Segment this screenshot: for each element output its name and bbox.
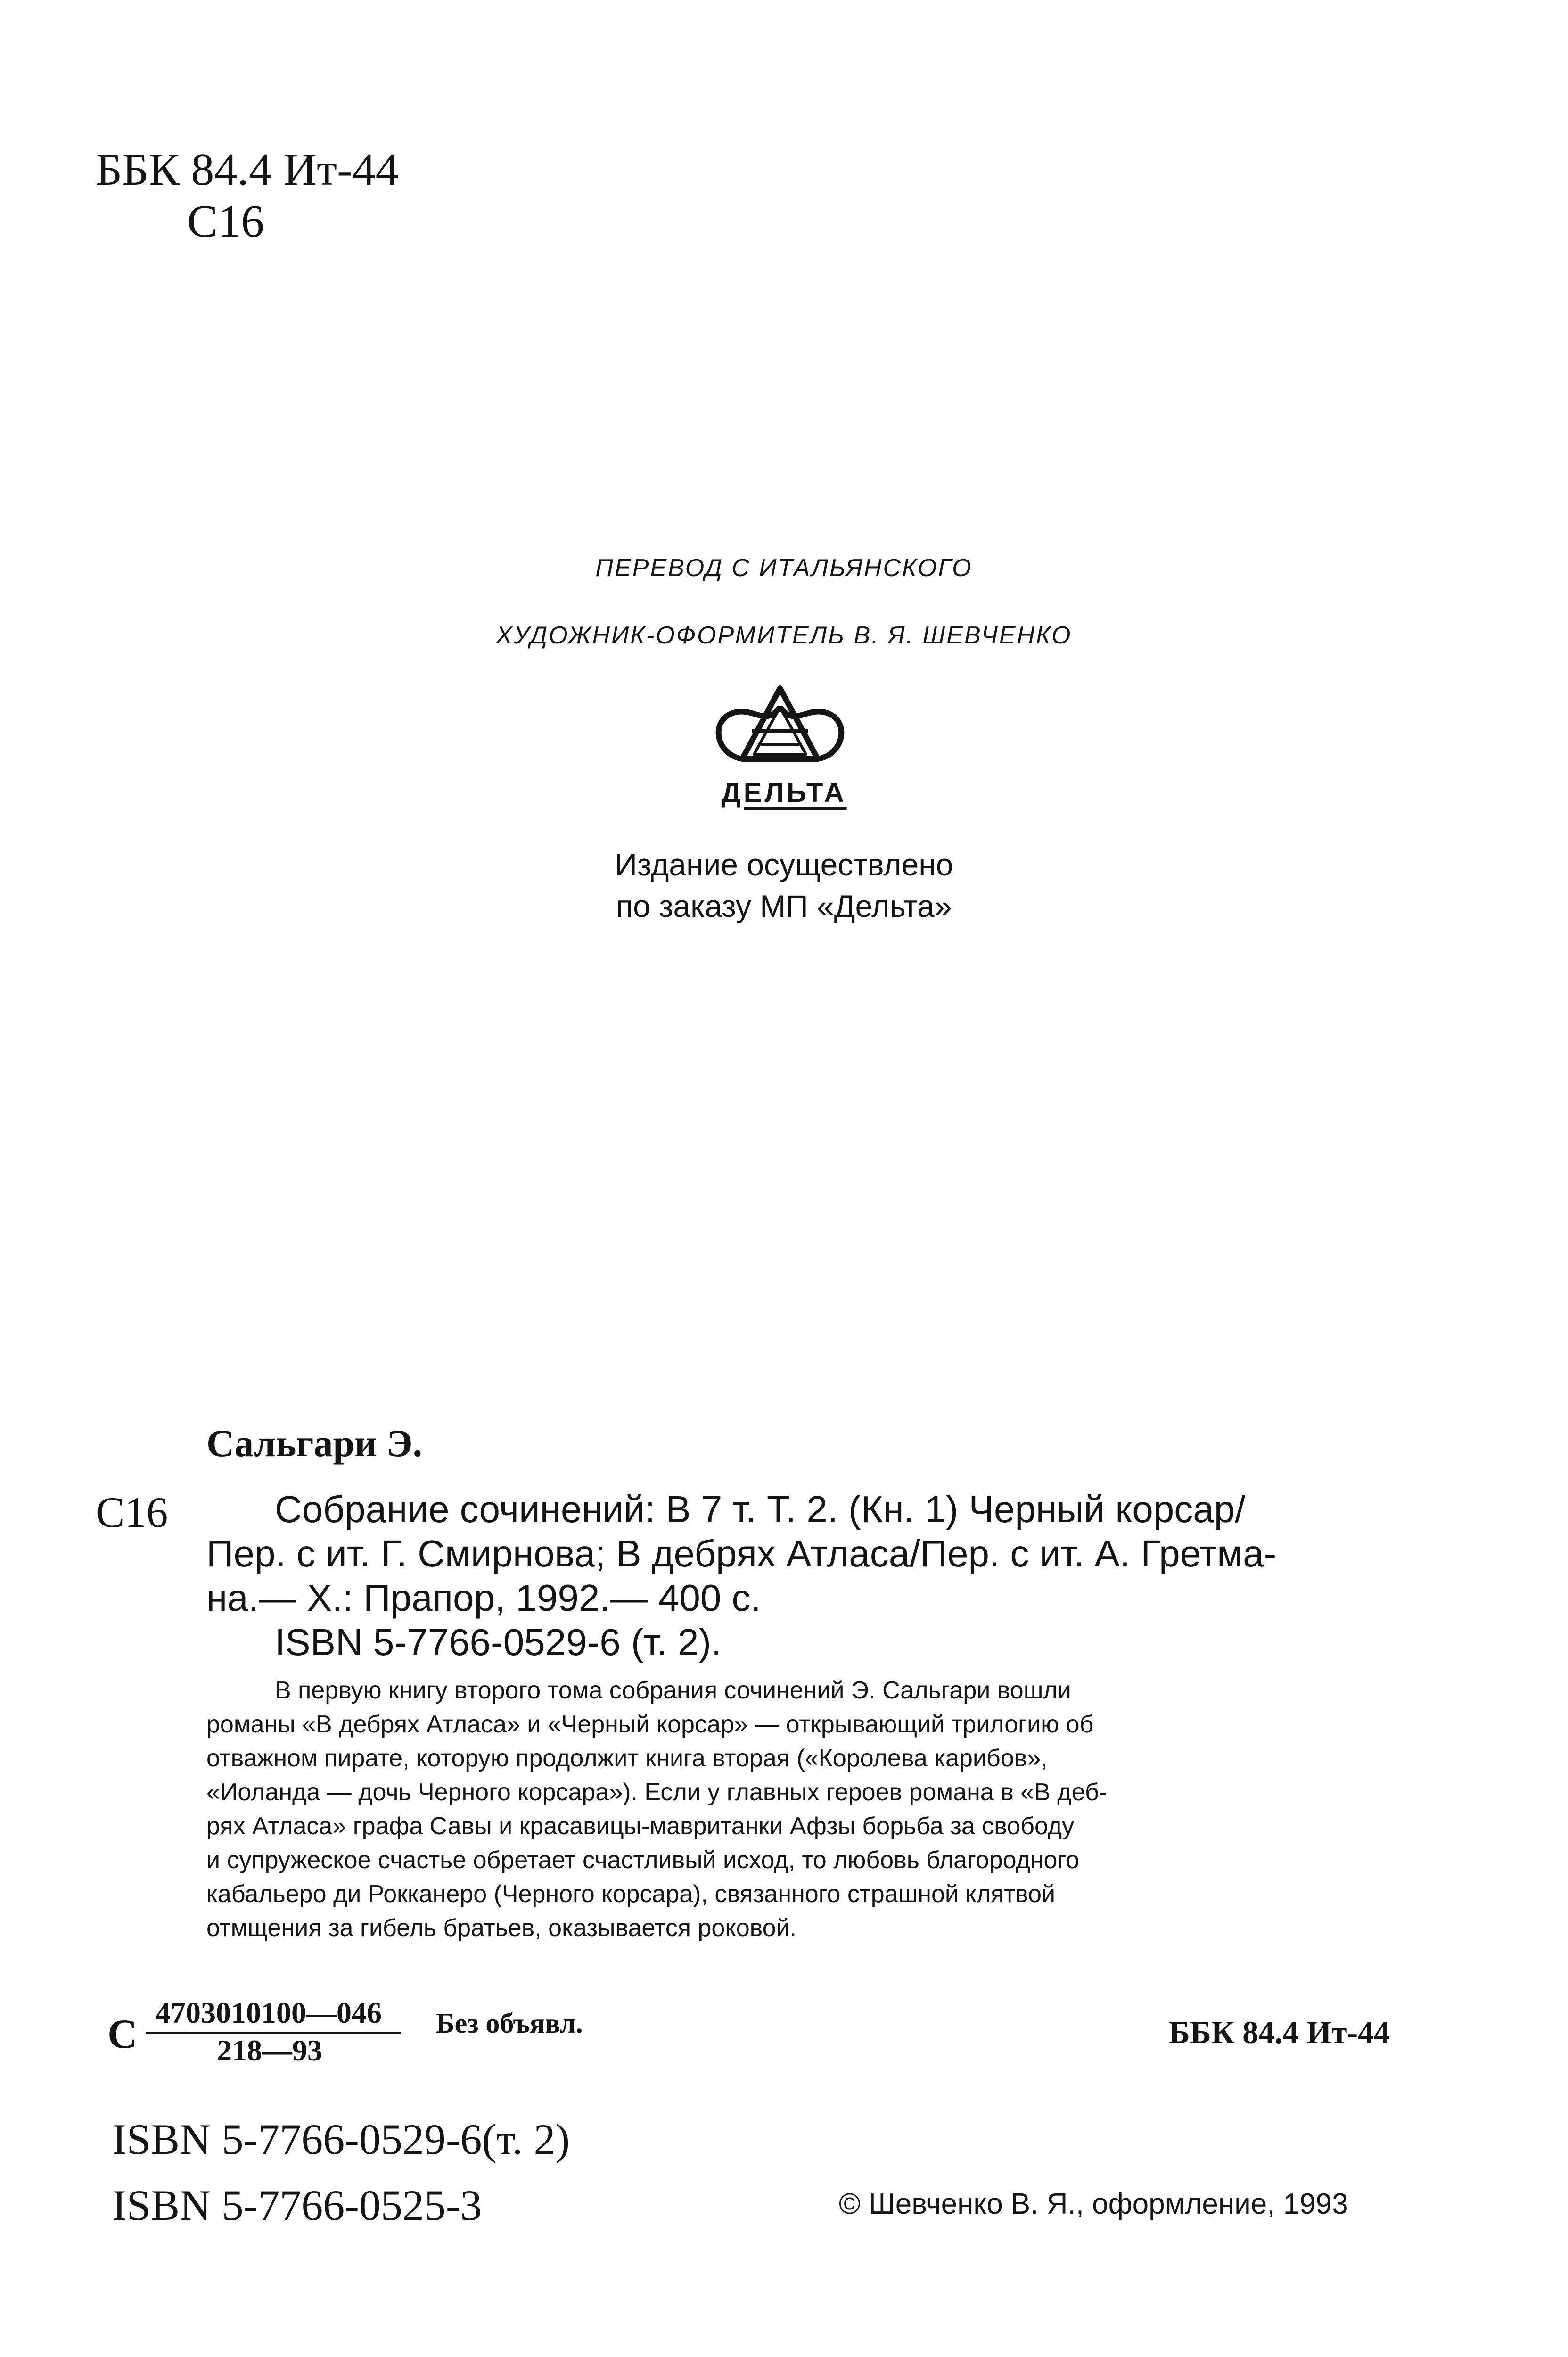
imprint-letter: С	[107, 2011, 138, 2057]
annotation-line: отмщения за гибель братьев, оказывается роковой.	[206, 1914, 797, 1942]
annotation-line: «Иоланда — дочь Черного корсара»). Если у главных героев романа в «В деб-	[206, 1779, 1108, 1806]
isbn-volume: ISBN 5-7766-0529-6(т. 2)	[112, 2115, 570, 2163]
bbk-code-top: ББК 84.4 Ит-44	[96, 144, 399, 195]
bib-line: Пер. с ит. Г. Смирнова; В дебрях Атласа/Пер. с ит. А. Гретма-	[206, 1533, 1277, 1574]
annotation-line: и супружеское счастье обретает счастливый исход, то любовь благородного	[206, 1846, 1080, 1874]
bib-line: на.— Х.: Прапор, 1992.— 400 с.	[206, 1577, 761, 1619]
imprint-fraction	[146, 1994, 401, 2067]
bib-line: Собрание сочинений: В 7 т. Т. 2. (Кн. 1) Черный корсар/	[275, 1488, 1246, 1530]
annotation	[206, 1673, 1432, 1945]
publisher-note	[0, 844, 1568, 927]
isbn-set: ISBN 5-7766-0525-3	[112, 2181, 482, 2229]
copyright-notice: © Шевченко В. Я., оформление, 1993	[839, 2188, 1348, 2220]
translation-credit: ПЕРЕВОД С ИТАЛЬЯНСКОГО	[595, 554, 973, 582]
annotation-line: кабальеро ди Рокканеро (Черного корсара), связанного страшной клятвой	[206, 1880, 1056, 1908]
artist-credit: ХУДОЖНИК-ОФОРМИТЕЛЬ В. Я. ШЕВЧЕНКО	[496, 622, 1072, 649]
annotation-line: отважном пирате, которую продолжит книга вторая («Королева карибов»,	[206, 1745, 1048, 1772]
publisher-note-line: Издание осуществлено	[615, 847, 953, 882]
publisher-note-line: по заказу МП «Дельта»	[616, 889, 952, 923]
imprint-note: Без объявл.	[436, 2008, 583, 2039]
annotation-line: романы «В дебрях Атласа» и «Черный корсар» — открывающий трилогию об	[206, 1711, 1094, 1738]
bibliographic-record	[206, 1487, 1432, 1665]
author-mark: С16	[96, 1488, 168, 1536]
imprint-denominator: 218—93	[217, 2034, 322, 2067]
annotation-line: рях Атласа» графа Савы и красавицы-мавританки Афзы борьба за свободу	[206, 1813, 1075, 1840]
author-name: Сальгари Э.	[206, 1422, 423, 1465]
imprint-numerator: 4703010100—046	[146, 1994, 401, 2034]
bbk-code-bottom: ББК 84.4 Ит-44	[1169, 2014, 1390, 2050]
annotation-line: В первую книгу второго тома собрания сочинений Э. Сальгари вошли	[275, 1677, 1071, 1704]
author-mark-top: С16	[187, 196, 264, 247]
bib-isbn-line: ISBN 5-7766-0529-6 (т. 2).	[275, 1621, 722, 1663]
logo-wordmark: ДЕЛЬТА	[721, 777, 847, 808]
